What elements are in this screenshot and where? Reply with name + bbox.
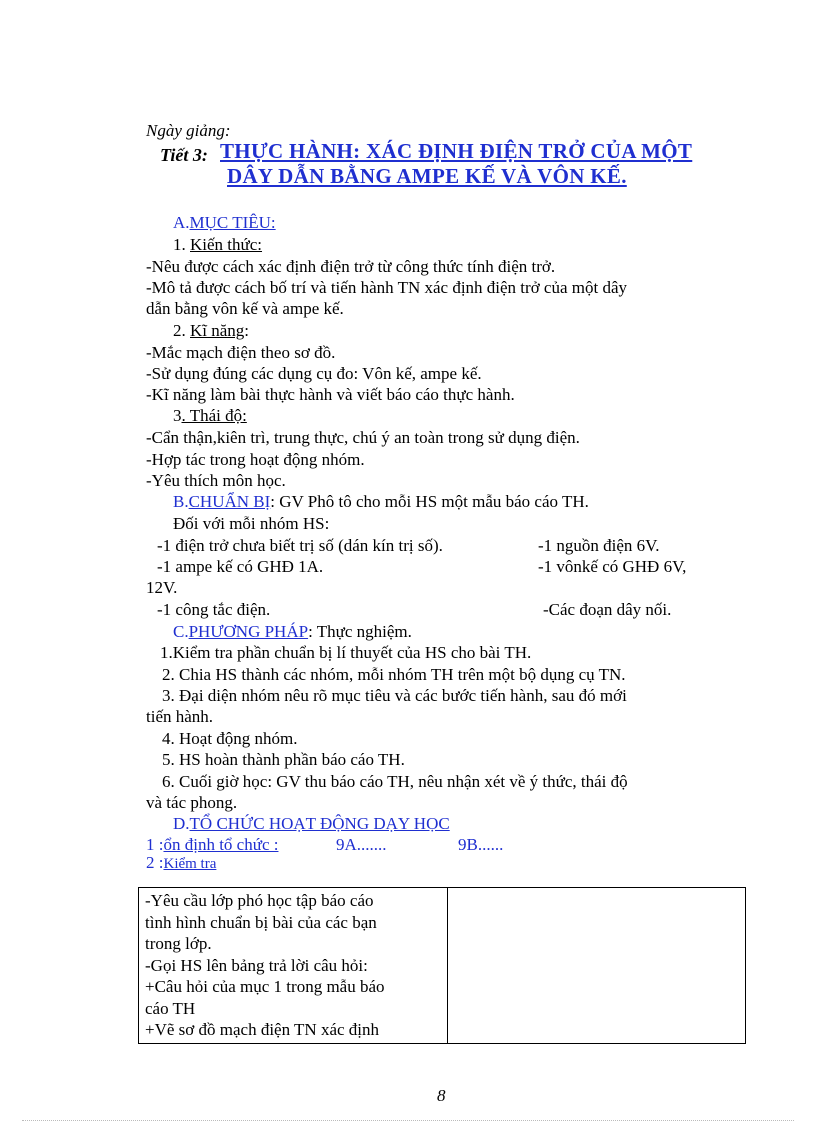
equipment-row3-right: -Các đoạn dây nối. xyxy=(543,600,672,619)
section-b-title: CHUẨN BỊ xyxy=(188,492,271,511)
page-number: 8 xyxy=(437,1086,446,1105)
sub3-title: . Thái độ: xyxy=(181,406,247,425)
section-a-sub3 xyxy=(173,405,247,426)
section-d-line2 xyxy=(146,852,216,875)
sub2-item-3: -Kĩ năng làm bài thực hành và viết báo cáo thực hành. xyxy=(146,385,515,404)
equipment-row2-right: -1 vônkế có GHĐ 6V, xyxy=(538,557,687,576)
sub3-item-2: -Hợp tác trong hoạt động nhóm. xyxy=(146,450,365,469)
method-item-5: 5. HS hoàn thành phần báo cáo TH. xyxy=(162,750,405,769)
section-a-sub1 xyxy=(173,234,262,255)
sub2-number: 2. xyxy=(173,321,190,340)
section-a-title: MỤC TIÊU: xyxy=(189,213,276,232)
equipment-row1-right: -1 nguồn điện 6V. xyxy=(538,536,660,555)
table-line: -Gọi HS lên bảng trả lời câu hỏi: xyxy=(145,955,368,975)
method-item-3-cont: tiến hành. xyxy=(146,707,214,726)
sub3-item-3: -Yêu thích môn học. xyxy=(146,471,286,490)
section-c-title: PHƯƠNG PHÁP xyxy=(188,622,309,641)
sub1-item-3: dẫn bằng vôn kế và ampe kế. xyxy=(146,299,344,318)
table-line: +Vẽ sơ đồ mạch điện TN xác định xyxy=(145,1020,380,1039)
table-line: +Câu hỏi của mục 1 trong mẫu báo xyxy=(145,977,385,996)
equipment-row2-left: -1 ampe kế có GHĐ 1A. xyxy=(157,557,324,576)
class-9b: 9B...... xyxy=(458,835,504,854)
method-item-6-cont: và tác phong. xyxy=(146,793,238,812)
table-line: tình hình chuẩn bị bài của các bạn xyxy=(145,912,377,932)
equipment-row2-cont: 12V. xyxy=(146,578,178,597)
section-a-prefix: A. xyxy=(173,213,190,232)
section-d-heading xyxy=(173,813,450,834)
table-line: cáo TH xyxy=(145,998,196,1018)
table-row xyxy=(139,888,746,1044)
method-item-1: 1.Kiểm tra phần chuẩn bị lí thuyết của HS cho bài TH. xyxy=(160,643,532,662)
page-bottom-divider xyxy=(22,1120,794,1121)
student-activity-cell xyxy=(448,888,746,1044)
sub1-item-1: -Nêu được cách xác định điện trở từ công thức tính điện trở. xyxy=(146,257,556,276)
method-item-2: 2. Chia HS thành các nhóm, mỗi nhóm TH trên một bộ dụng cụ TN. xyxy=(162,665,626,684)
lesson-label: Tiết 3: xyxy=(160,145,208,165)
activities-table xyxy=(138,887,746,1044)
method-item-6: 6. Cuối giờ học: GV thu báo cáo TH, nêu nhận xét về ý thức, thái độ xyxy=(162,772,628,791)
sub2-item-1: -Mắc mạch điện theo sơ đồ. xyxy=(146,343,336,362)
teacher-activity-cell xyxy=(139,888,448,1044)
section-b-text: : GV Phô tô cho mỗi HS một mẫu báo cáo TH. xyxy=(270,492,589,511)
line2-number: 2 : xyxy=(146,853,164,872)
section-c-prefix: C. xyxy=(173,622,189,641)
sub2-title: Kĩ năng xyxy=(190,321,245,340)
sub1-title: Kiến thức: xyxy=(190,235,263,254)
page-title-line-1: THỰC HÀNH: XÁC ĐỊNH ĐIỆN TRỞ CỦA MỘT xyxy=(220,139,693,163)
section-b-heading xyxy=(173,491,589,512)
table-line: trong lớp. xyxy=(145,934,212,953)
table-line: -Yêu cầu lớp phó học tập báo cáo xyxy=(145,891,374,910)
line1-text: ổn định tổ chức : xyxy=(163,835,279,854)
section-d-prefix: D. xyxy=(173,814,190,833)
method-item-4: 4. Hoạt động nhóm. xyxy=(162,729,298,748)
sub3-number: 3 xyxy=(173,406,182,425)
method-item-3: 3. Đại diện nhóm nêu rõ mục tiêu và các bước tiến hành, sau đó mới xyxy=(162,686,627,705)
section-d-title: TỔ CHỨC HOẠT ĐỘNG DẠY HỌC xyxy=(189,814,450,833)
sub2-suffix: : xyxy=(244,321,250,340)
sub3-item-1: -Cẩn thận,kiên trì, trung thực, chú ý an toàn trong sử dụng điện. xyxy=(146,428,580,447)
section-b-prefix: B. xyxy=(173,492,189,511)
date-label: Ngày giảng: xyxy=(146,121,231,140)
section-b-group-line: Đối với mỗi nhóm HS: xyxy=(173,514,330,533)
line2-text: Kiểm tra xyxy=(163,856,217,872)
class-9a: 9A....... xyxy=(336,835,387,854)
sub1-item-2: -Mô tả được cách bố trí và tiến hành TN xác định điện trở của một dây xyxy=(146,278,628,297)
section-a-heading xyxy=(173,212,276,233)
line1-number: 1 : xyxy=(146,835,164,854)
section-a-sub2 xyxy=(173,320,249,341)
equipment-row1-left: -1 điện trở chưa biết trị số (dán kín trị số). xyxy=(157,536,443,555)
page-title-line-2: DÂY DẪN BẰNG AMPE KẾ VÀ VÔN KẾ. xyxy=(227,164,627,188)
section-c-text: : Thực nghiệm. xyxy=(308,622,412,641)
section-c-heading xyxy=(173,621,412,642)
sub2-item-2: -Sử dụng đúng các dụng cụ đo: Vôn kế, ampe kế. xyxy=(146,364,482,383)
equipment-row3-left: -1 công tắc điện. xyxy=(157,600,271,619)
sub1-number: 1. xyxy=(173,235,190,254)
